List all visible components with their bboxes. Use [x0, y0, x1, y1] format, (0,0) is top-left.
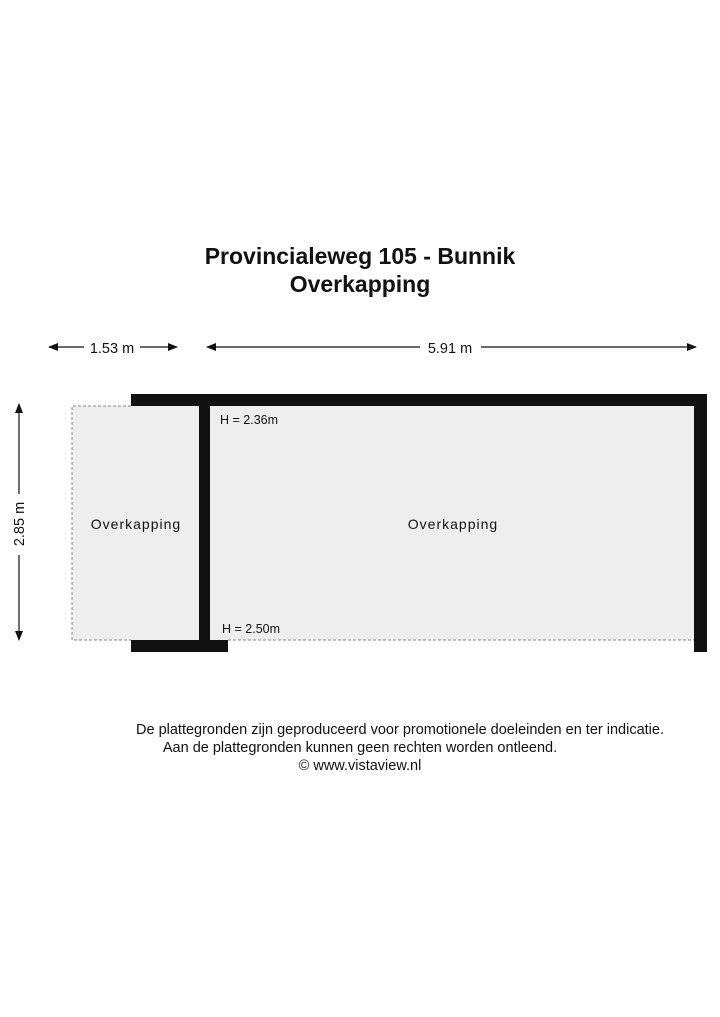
dimension-depth: 2.85 m: [12, 501, 28, 547]
plan-title: Provincialeweg 105 - Bunnik: [204, 243, 516, 269]
disclaimer-line-2: Aan de plattegronden kunnen geen rechten worden ontleend.: [162, 740, 558, 756]
copyright: © www.vistaview.nl: [298, 758, 422, 774]
room-label-left: Overkapping: [90, 516, 182, 532]
wall-bottom-left: [131, 640, 228, 652]
height-label-top: H = 2.36m: [220, 413, 279, 427]
height-label-bottom: H = 2.50m: [222, 622, 281, 636]
plan-subtitle: Overkapping: [289, 271, 431, 297]
wall-divider: [199, 394, 210, 652]
dimension-left-width: 1.53 m: [89, 341, 135, 357]
room-label-right: Overkapping: [407, 516, 499, 532]
wall-right: [694, 394, 707, 652]
dimension-right-width: 5.91 m: [427, 341, 473, 357]
wall-top: [131, 394, 707, 406]
disclaimer-line-1: De plattegronden zijn geproduceerd voor promotionele doeleinden en ter indicatie.: [136, 722, 664, 738]
